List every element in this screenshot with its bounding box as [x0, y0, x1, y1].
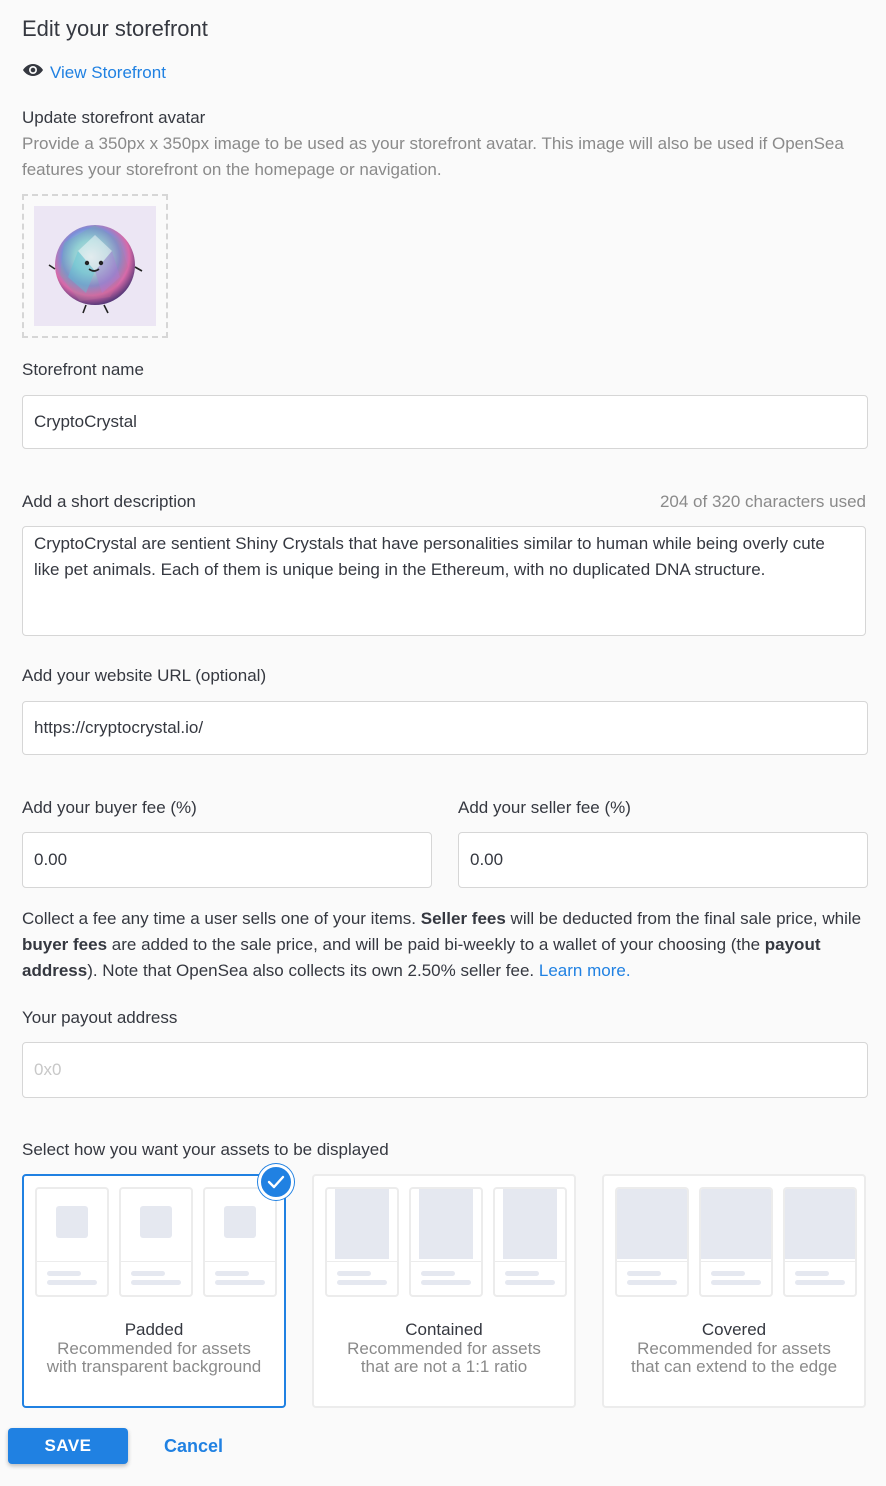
- page-title: Edit your storefront: [22, 16, 208, 41]
- learn-more-link[interactable]: Learn more.: [538, 961, 631, 980]
- fee-note-text: Collect a fee any time a user sells one of your items.: [22, 909, 421, 928]
- display-option-covered[interactable]: [602, 1174, 866, 1408]
- payout-address-input[interactable]: [22, 1042, 868, 1098]
- description-char-counter: 204 of 320 characters used: [659, 492, 866, 511]
- view-storefront-label: View Storefront: [50, 62, 166, 82]
- option-subtitle: [24, 1340, 284, 1376]
- fee-note-text: are added to the sale price, and will be paid bi-weekly to a wallet of your choosing (the: [107, 935, 765, 954]
- fee-explanation: [22, 906, 868, 984]
- save-button[interactable]: SAVE: [8, 1428, 128, 1464]
- seller-fee-input[interactable]: [458, 832, 868, 888]
- website-label: Add your website URL (optional): [22, 666, 267, 685]
- option-title: Covered: [701, 1320, 767, 1339]
- avatar-help-text: Provide a 350px x 350px image to be used as your storefront avatar. This image will also be used if OpenSea features your storefront on the homepage or navigation.: [22, 134, 844, 179]
- fee-note-text: ). Note that OpenSea also collects its own 2.50% seller fee.: [87, 961, 539, 980]
- avatar-upload[interactable]: [22, 194, 168, 338]
- description-value: CryptoCrystal are sentient Shiny Crystals that have personalities similar to human while being overly cute like pet animals. Each of them is unique being in the Ethereum, with no duplicated DNA structure.: [34, 534, 825, 579]
- option-subtitle-line: Recommended for assets: [347, 1339, 541, 1358]
- storefront-name-value: CryptoCrystal: [34, 412, 137, 431]
- fee-note-bold: payout address: [22, 935, 821, 980]
- preview-tile: [325, 1187, 399, 1297]
- display-option-padded[interactable]: [22, 1174, 286, 1408]
- preview-tile: [119, 1187, 193, 1297]
- payout-address-placeholder: 0x0: [34, 1060, 62, 1079]
- checkmark-icon: [258, 1164, 294, 1200]
- option-subtitle-line: Recommended for assets: [57, 1339, 251, 1358]
- avatar-image: [34, 206, 156, 326]
- preview-tile: [783, 1187, 857, 1297]
- preview-tile: [203, 1187, 277, 1297]
- display-options-label: Select how you want your assets to be displayed: [22, 1140, 389, 1159]
- preview-tile: [699, 1187, 773, 1297]
- avatar-label: Update storefront avatar: [22, 108, 206, 127]
- payout-address-label: Your payout address: [22, 1008, 178, 1027]
- option-title: Padded: [124, 1320, 184, 1339]
- preview-tile: [493, 1187, 567, 1297]
- website-url-value: https://cryptocrystal.io/: [34, 718, 204, 737]
- option-subtitle: [314, 1340, 574, 1376]
- preview-tile: [35, 1187, 109, 1297]
- preview-tile: [409, 1187, 483, 1297]
- seller-fee-value: 0.00: [470, 850, 504, 869]
- cancel-button[interactable]: Cancel: [164, 1436, 224, 1456]
- display-option-contained[interactable]: [312, 1174, 576, 1408]
- option-subtitle-line: that can extend to the edge: [630, 1357, 838, 1376]
- storefront-name-label: Storefront name: [22, 360, 144, 379]
- storefront-name-input[interactable]: [22, 395, 868, 449]
- option-subtitle-line: that are not a 1:1 ratio: [360, 1357, 528, 1376]
- seller-fee-label: Add your seller fee (%): [458, 798, 631, 817]
- option-title: Contained: [405, 1320, 483, 1339]
- eye-icon: [22, 62, 44, 83]
- option-subtitle: [604, 1340, 864, 1376]
- fee-note-text: will be deducted from the final sale price, while: [505, 909, 862, 928]
- buyer-fee-input[interactable]: [22, 832, 432, 888]
- preview-tile: [615, 1187, 689, 1297]
- fee-note-bold: Seller fees: [420, 909, 506, 928]
- option-subtitle-line: with transparent background: [46, 1357, 262, 1376]
- description-textarea[interactable]: [22, 526, 866, 636]
- website-url-input[interactable]: [22, 701, 868, 755]
- description-label: Add a short description: [22, 492, 196, 511]
- fee-note-bold: buyer fees: [22, 935, 108, 954]
- buyer-fee-label: Add your buyer fee (%): [22, 798, 197, 817]
- option-subtitle-line: Recommended for assets: [637, 1339, 831, 1358]
- view-storefront-link[interactable]: [22, 62, 166, 83]
- buyer-fee-value: 0.00: [34, 850, 68, 869]
